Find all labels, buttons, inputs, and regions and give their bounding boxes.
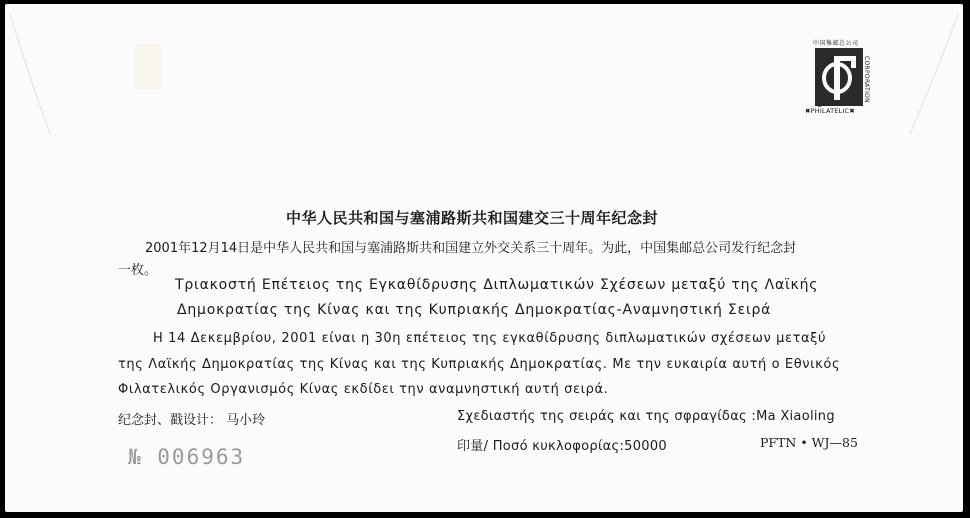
cover-title-greek-line-1: Τριακοστή Επέτειος της Εγκαθίδρυσης Διπλωματικών Σχέσεων μεταξύ της Λαϊκής bbox=[175, 277, 819, 293]
envelope-back bbox=[5, 4, 963, 512]
description-greek-line-1: Η 14 Δεκεμβρίου, 2001 είναι η 30η επέτειος της εγκαθίδρυσης διπλωματικών σχέσεων μεταξύ bbox=[153, 331, 827, 346]
serial-number: № 006963 bbox=[128, 445, 246, 469]
issue-code: PFTN • WJ—85 bbox=[760, 435, 858, 450]
designer-credit-chinese: 纪念封、戳设计： 马小玲 bbox=[118, 413, 266, 428]
description-chinese-line-2: 一枚。 bbox=[118, 263, 158, 278]
designer-credit-greek: Σχεδιαστής της σειράς και της σφραγίδας :Ma Xiaoling bbox=[457, 409, 835, 424]
philatelic-phi-logo-icon bbox=[815, 48, 863, 106]
logo-top-text: 中国集邮总公司 bbox=[813, 40, 859, 47]
description-chinese-line-1: 2001年12月14日是中华人民共和国与塞浦路斯共和国建立外交关系三十周年。为此，中国集邮总公司发行纪念封 bbox=[145, 241, 797, 256]
cover-title-chinese: 中华人民共和国与塞浦路斯共和国建交三十周年纪念封 bbox=[286, 209, 659, 227]
description-greek-line-3: Φιλατελικός Οργανισμός Κίνας εκδίδει την αναμνηστική αυτή σειρά. bbox=[118, 382, 609, 397]
logo-bottom-text: ✖PHILATELIC✖ bbox=[805, 107, 855, 115]
print-quantity: 印量/ Ποσό κυκλοφορίας:50000 bbox=[457, 439, 667, 454]
china-philatelic-logo bbox=[807, 38, 877, 118]
logo-side-right-text: CORPORATION bbox=[862, 56, 870, 103]
cover-title-greek-line-2: Δημοκρατίας της Κίνας και της Κυπριακής Δημοκρατίας-Αναμνηστική Σειρά bbox=[177, 302, 772, 318]
description-greek-line-2: της Λαϊκής Δημοκρατίας της Κίνας και της Κυπριακής Δημοκρατίας. Με την ευκαιρία αυτή ο Εθνικός bbox=[118, 357, 841, 372]
